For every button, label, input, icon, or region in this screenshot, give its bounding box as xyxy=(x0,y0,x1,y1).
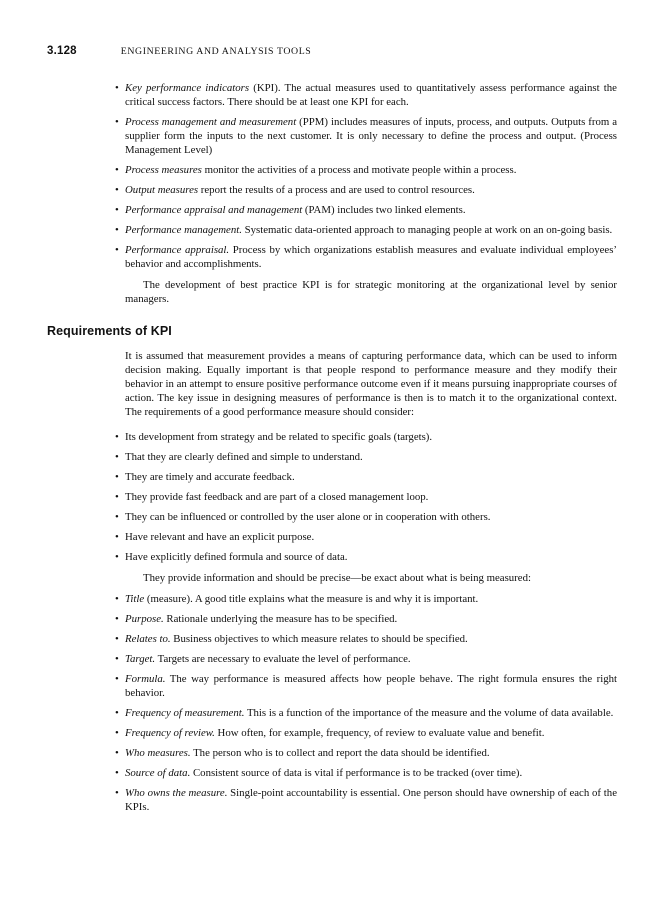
list-item xyxy=(125,550,617,564)
list-item xyxy=(125,450,617,464)
list-item-text: The person who is to collect and report the data should be identified. xyxy=(190,747,490,759)
list-item xyxy=(125,163,617,177)
list-item-term: Process measures xyxy=(125,164,202,176)
list-item-text: Systematic data-oriented approach to managing people at work on an on-going basis. xyxy=(241,224,613,236)
list-item-term: Formula. xyxy=(125,673,166,685)
list-item-term: Purpose. xyxy=(125,613,164,625)
list-item xyxy=(125,786,617,814)
list-item-text: Have explicitly defined formula and source of data. xyxy=(125,551,348,563)
list-item-text: Have relevant and have an explicit purpose. xyxy=(125,531,315,543)
body-content xyxy=(125,81,617,306)
kpi-definitions-list xyxy=(125,81,617,271)
list-item xyxy=(125,183,617,197)
list-item-text: Its development from strategy and be related to specific goals (targets). xyxy=(125,431,433,443)
list-item xyxy=(125,115,617,157)
list-item xyxy=(125,706,617,720)
list-item-term: Performance appraisal. xyxy=(125,244,230,256)
list-item-term: Relates to. xyxy=(125,633,171,645)
list-item-text: Single-point accountability is essential. One person should have ownership of each of the KPIs. xyxy=(125,787,617,813)
measure-attributes-list xyxy=(125,592,617,814)
list-item-text: (PAM) includes two linked elements. xyxy=(302,204,466,216)
list-item-text: Targets are necessary to evaluate the level of performance. xyxy=(155,653,411,665)
list-item-text: (KPI). The actual measures used to quantitatively assess performance against the critical success factors. There should be at least one KPI for each. xyxy=(125,82,617,108)
paragraph-precise-info: They provide information and should be precise—be exact about what is being measured: xyxy=(143,572,531,584)
list-item-term: Process management and measurement xyxy=(125,116,297,128)
requirements-list xyxy=(125,430,617,564)
page-number: 3.128 xyxy=(47,45,77,57)
list-item-term: Target. xyxy=(125,653,156,665)
list-item-term: Source of data. xyxy=(125,767,191,779)
list-item-term: Key performance indicators xyxy=(125,82,250,94)
list-item xyxy=(125,490,617,504)
list-item xyxy=(125,746,617,760)
list-item xyxy=(125,430,617,444)
list-item-term: Who measures. xyxy=(125,747,191,759)
body-content-requirements xyxy=(125,349,617,814)
running-title: ENGINEERING AND ANALYSIS TOOLS xyxy=(120,46,312,57)
list-item xyxy=(125,672,617,700)
list-item-text: monitor the activities of a process and motivate people within a process. xyxy=(201,164,517,176)
list-item-term: Performance management. xyxy=(125,224,242,236)
list-item xyxy=(125,530,617,544)
list-item-text: Rationale underlying the measure has to be specified. xyxy=(163,613,398,625)
list-item xyxy=(125,652,617,666)
list-item xyxy=(125,632,617,646)
list-item xyxy=(125,726,617,740)
list-item-text: They can be influenced or controlled by the user alone or in cooperation with others. xyxy=(125,511,491,523)
list-item-text: report the results of a process and are used to control resources. xyxy=(198,184,475,196)
list-item-text: How often, for example, frequency, of review to evaluate value and benefit. xyxy=(214,727,545,739)
list-item-text: Business objectives to which measure relates to should be specified. xyxy=(170,633,468,645)
list-item-term: Frequency of review. xyxy=(125,727,215,739)
list-item-term: Output measures xyxy=(125,184,199,196)
list-item-text: The way performance is measured affects how people behave. The right formula ensures the right behavior. xyxy=(125,673,617,699)
paragraph-best-practice: The development of best practice KPI is for strategic monitoring at the organizational level by senior managers. xyxy=(125,279,617,305)
list-item-term: Frequency of measurement. xyxy=(125,707,245,719)
list-item-text: (PPM) includes measures of inputs, process, and outputs. Outputs from a supplier form the inputs to the next customer. It is only necessary to define the process and output. (Process Management Level) xyxy=(125,116,617,156)
list-item-term: Performance appraisal and management xyxy=(125,204,303,216)
list-item-term: Title xyxy=(125,593,145,605)
section-heading-requirements: Requirements of KPI xyxy=(47,324,172,338)
list-item-text: This is a function of the importance of the measure and the volume of data available. xyxy=(244,707,614,719)
running-header xyxy=(47,44,617,59)
list-item xyxy=(125,243,617,271)
list-item xyxy=(125,510,617,524)
list-item xyxy=(125,223,617,237)
list-item-text: (measure). A good title explains what the measure is and why it is important. xyxy=(144,593,479,605)
list-item-text: That they are clearly defined and simple to understand. xyxy=(125,451,363,463)
list-item xyxy=(125,612,617,626)
list-item-text: Consistent source of data is vital if performance is to be tracked (over time). xyxy=(190,767,523,779)
list-item xyxy=(125,766,617,780)
list-item-text: They are timely and accurate feedback. xyxy=(125,471,295,483)
list-item xyxy=(125,470,617,484)
list-item xyxy=(125,592,617,606)
list-item-text: They provide fast feedback and are part of a closed management loop. xyxy=(125,491,429,503)
paragraph-measurement-assumption: It is assumed that measurement provides a means of capturing performance data, which can be used to inform decision making. Equally important is that people respond to performance measure and they modify their behavior in an attempt to ensure positive performance outcome even if it means pursuing inappropriate courses of action. The key issue in designing measures of performance is then is to match it to the organizational context. The requirements of a good performance measure should consider: xyxy=(125,350,617,418)
list-item-text: Process by which organizations establish measures and evaluate individual employees’ behavior and accomplishments. xyxy=(125,244,617,270)
list-item-term: Who owns the measure. xyxy=(125,787,228,799)
list-item xyxy=(125,81,617,109)
list-item xyxy=(125,203,617,217)
